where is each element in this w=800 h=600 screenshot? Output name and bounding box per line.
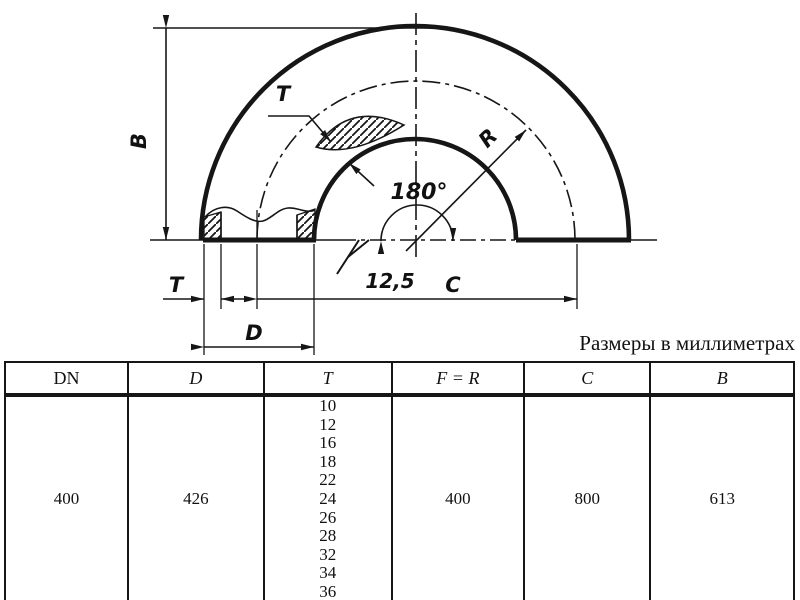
wall-section-left (204, 212, 221, 240)
label-b: B (127, 132, 151, 150)
header-f-r: F = R (392, 362, 525, 395)
label-t-top: T (275, 82, 291, 106)
list-item: 24 (319, 488, 337, 508)
label-roughness: 12,5 (365, 269, 415, 293)
list-item: 28 (319, 526, 337, 546)
label-d: D (245, 321, 263, 345)
outer-arc (201, 26, 629, 240)
list-item: 12 (319, 414, 337, 434)
cell-t (264, 395, 392, 600)
dimensions (163, 28, 577, 355)
table-row (5, 395, 794, 600)
list-item: 22 (319, 470, 337, 490)
list-item: 18 (319, 451, 337, 471)
list-item: 26 (319, 507, 337, 527)
cell-b: 613 (650, 395, 794, 600)
dimension-table (4, 361, 795, 600)
t-values-list (265, 397, 391, 600)
roughness-mark (337, 240, 369, 274)
list-item: 36 (319, 581, 337, 600)
header-dn: DN (5, 362, 128, 395)
units-caption: Размеры в миллиметрах (579, 331, 795, 355)
wall-section-crescent (316, 116, 404, 149)
label-r: R (473, 123, 503, 153)
header-b: B (650, 362, 794, 395)
label-angle: 180° (390, 180, 448, 205)
pipe-outline (150, 13, 657, 262)
wall-section-right (297, 209, 315, 240)
list-item: 10 (319, 396, 337, 415)
list-item: 16 (319, 433, 337, 453)
label-t-bottom: T (168, 273, 184, 297)
table-header-row (5, 362, 794, 395)
list-item: 32 (319, 544, 337, 564)
cell-dn: 400 (5, 395, 128, 600)
header-d: D (128, 362, 264, 395)
cell-c: 800 (524, 395, 650, 600)
cell-d: 426 (128, 395, 264, 600)
list-item: 34 (319, 563, 337, 583)
dimension-angle-arc (381, 205, 453, 241)
label-c: C (445, 273, 461, 297)
cell-f-r: 400 (392, 395, 525, 600)
header-c: C (524, 362, 650, 395)
header-t: T (264, 362, 392, 395)
